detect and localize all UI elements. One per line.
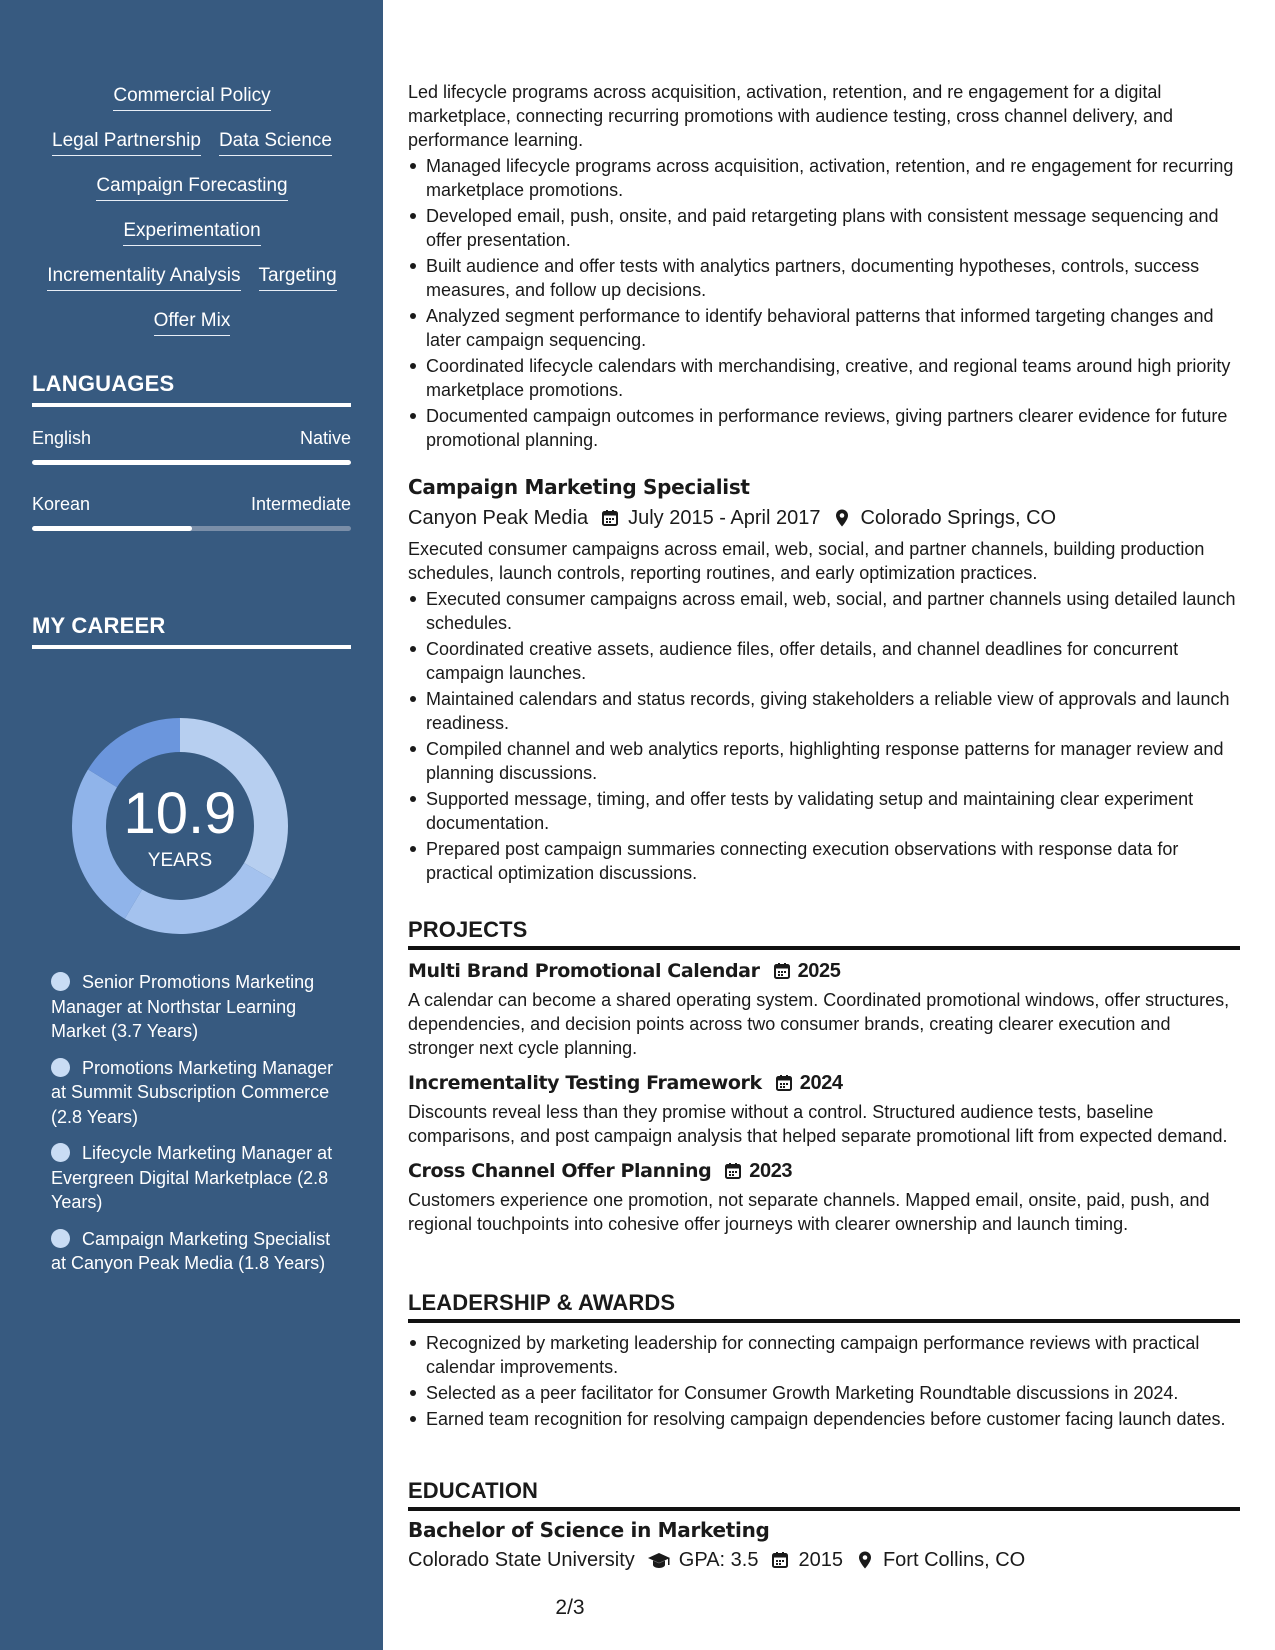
page-number: 2/3 bbox=[555, 1596, 585, 1619]
leadership-bullets bbox=[408, 1331, 1240, 1431]
job-bullets bbox=[408, 587, 1240, 885]
legend-dot-icon bbox=[51, 972, 70, 991]
bullet-item: Earned team recognition for resolving campaign dependencies before customer facing launch dates. bbox=[408, 1407, 1240, 1431]
career-heading: MY CAREER bbox=[32, 612, 351, 649]
bullet-item: Coordinated lifecycle calendars with merchandising, creative, and regional teams around high priority marketplace promotions. bbox=[408, 354, 1240, 402]
bullet-item: Executed consumer campaigns across email, web, social, and partner channels using detailed launch schedules. bbox=[408, 587, 1240, 635]
career-donut-label bbox=[60, 706, 300, 946]
job-dates: July 2015 - April 2017 bbox=[628, 507, 821, 529]
project-description: A calendar can become a shared operating system. Coordinated promotional windows, offer structures, dependencies, and decision points across two consumer brands, creating clearer execution and stronger next cycle planning. bbox=[408, 990, 1230, 1058]
project-name: Cross Channel Offer Planning bbox=[408, 1160, 712, 1182]
calendar-icon bbox=[723, 1161, 743, 1181]
project-year: 2023 bbox=[749, 1160, 793, 1182]
job-title: Campaign Marketing Specialist bbox=[408, 475, 750, 499]
gpa: GPA: 3.5 bbox=[678, 1549, 759, 1571]
career-item bbox=[51, 1227, 341, 1276]
degree-title: Bachelor of Science in Marketing bbox=[408, 1518, 770, 1542]
project-title bbox=[408, 1158, 1240, 1184]
job-location: Colorado Springs, CO bbox=[860, 507, 1057, 529]
career-total-unit: YEARS bbox=[147, 850, 213, 871]
sidebar bbox=[0, 0, 383, 1650]
career-item bbox=[51, 970, 341, 1044]
bullet-item: Built audience and offer tests with analytics partners, documenting hypotheses, controls, success measures, and follow up decisions. bbox=[408, 254, 1240, 302]
location-pin-icon bbox=[832, 508, 852, 528]
career-list bbox=[51, 970, 341, 1288]
job-summary: Led lifecycle programs across acquisition, activation, retention, and re engagement for a digital marketplace, connecting recurring promotions with audience testing, cross channel delivery, and performance learning. bbox=[408, 82, 1174, 150]
bullet-item: Coordinated creative assets, audience files, offer details, and channel deadlines for concurrent campaign launches. bbox=[408, 637, 1240, 685]
projects-heading: PROJECTS bbox=[408, 916, 1240, 950]
skill-row bbox=[30, 129, 354, 174]
project-name: Incrementality Testing Framework bbox=[408, 1072, 762, 1094]
calendar-icon bbox=[774, 1073, 794, 1093]
leadership-heading: LEADERSHIP & AWARDS bbox=[408, 1289, 1240, 1323]
career-item bbox=[51, 1056, 341, 1130]
career-item-text: Promotions Marketing Manager at Summit Subscription Commerce (2.8 Years) bbox=[51, 1057, 334, 1127]
skill-tag: Offer Mix bbox=[154, 309, 231, 336]
calendar-icon bbox=[772, 961, 792, 981]
language-name: Korean bbox=[32, 494, 91, 514]
project-year: 2025 bbox=[797, 960, 841, 982]
project-description: Discounts reveal less than they promise without a control. Structured audience tests, baseline comparisons, and post campaign analysis that helped separate promotional lift from expected demand. bbox=[408, 1102, 1228, 1146]
language-bar-fill bbox=[32, 460, 351, 465]
school-location: Fort Collins, CO bbox=[882, 1549, 1026, 1571]
location-pin-icon bbox=[855, 1550, 875, 1570]
skill-row bbox=[30, 84, 354, 129]
job-meta bbox=[408, 505, 1240, 531]
languages-heading: LANGUAGES bbox=[32, 370, 351, 407]
main-content bbox=[408, 0, 1240, 1650]
skill-tag: Legal Partnership bbox=[52, 129, 201, 156]
graduation-year: 2015 bbox=[798, 1549, 843, 1571]
graduation-cap-icon bbox=[647, 1550, 671, 1570]
education-section bbox=[408, 1477, 1240, 1573]
project-name: Multi Brand Promotional Calendar bbox=[408, 960, 760, 982]
company-name: Canyon Peak Media bbox=[408, 507, 589, 529]
bullet-item: Developed email, push, onsite, and paid retargeting plans with consistent message sequencing and offer presentation. bbox=[408, 204, 1240, 252]
language-bar bbox=[32, 526, 351, 531]
skill-row bbox=[30, 219, 354, 264]
bullet-item: Analyzed segment performance to identify behavioral patterns that informed targeting changes and later campaign sequencing. bbox=[408, 304, 1240, 352]
projects-section bbox=[408, 916, 1240, 1236]
language-bar bbox=[32, 460, 351, 465]
language-bar-fill bbox=[32, 526, 192, 531]
skill-tag: Campaign Forecasting bbox=[96, 174, 287, 201]
job-entry bbox=[408, 474, 1240, 887]
skill-tag: Commercial Policy bbox=[113, 84, 270, 111]
education-meta bbox=[408, 1547, 1240, 1573]
legend-dot-icon bbox=[51, 1229, 70, 1248]
skill-tag: Experimentation bbox=[123, 219, 260, 246]
language-item bbox=[32, 427, 351, 449]
job-summary: Executed consumer campaigns across email, web, social, and partner channels, building production schedules, launch controls, reporting routines, and early optimization practices. bbox=[408, 539, 1205, 583]
career-item-text: Lifecycle Marketing Manager at Evergreen Digital Marketplace (2.8 Years) bbox=[51, 1143, 333, 1212]
calendar-icon bbox=[770, 1550, 790, 1570]
bullet-item: Supported message, timing, and offer tests by validating setup and maintaining clear experiment documentation. bbox=[408, 787, 1240, 835]
career-item bbox=[51, 1141, 341, 1215]
skill-row bbox=[30, 264, 354, 309]
bullet-item: Prepared post campaign summaries connecting execution observations with response data for practical optimization discussions. bbox=[408, 837, 1240, 885]
skill-tag: Targeting bbox=[259, 264, 337, 291]
school-name: Colorado State University bbox=[408, 1549, 635, 1571]
skill-row bbox=[30, 174, 354, 219]
language-item bbox=[32, 493, 351, 515]
project-title bbox=[408, 958, 1240, 984]
leadership-section bbox=[408, 1289, 1240, 1433]
language-name: English bbox=[32, 428, 92, 448]
project-description: Customers experience one promotion, not separate channels. Mapped email, onsite, paid, push, and regional touchpoints into cohesive offer journeys with clearer ownership and launch timing. bbox=[408, 1190, 1210, 1234]
bullet-item: Maintained calendars and status records, giving stakeholders a reliable view of approvals and launch readiness. bbox=[408, 687, 1240, 735]
legend-dot-icon bbox=[51, 1058, 70, 1077]
career-total-years: 10.9 bbox=[123, 781, 237, 846]
calendar-icon bbox=[600, 508, 620, 528]
bullet-item: Managed lifecycle programs across acquisition, activation, retention, and re engagement for recurring marketplace promotions. bbox=[408, 154, 1240, 202]
skills-list bbox=[30, 84, 354, 354]
career-item-text: Campaign Marketing Specialist at Canyon Peak Media (1.8 Years) bbox=[51, 1228, 331, 1273]
bullet-item: Recognized by marketing leadership for connecting campaign performance reviews with practical calendar improvements. bbox=[408, 1331, 1240, 1379]
language-level: Intermediate bbox=[250, 494, 351, 514]
skill-tag: Incrementality Analysis bbox=[47, 264, 240, 291]
project-title bbox=[408, 1070, 1240, 1096]
bullet-item: Documented campaign outcomes in performance reviews, giving partners clearer evidence for future promotional planning. bbox=[408, 404, 1240, 452]
education-heading: EDUCATION bbox=[408, 1477, 1240, 1511]
bullet-item: Compiled channel and web analytics reports, highlighting response patterns for manager review and planning discussions. bbox=[408, 737, 1240, 785]
skill-tag: Data Science bbox=[219, 129, 332, 156]
language-level: Native bbox=[299, 428, 351, 448]
job-bullets bbox=[408, 154, 1240, 452]
bullet-item: Selected as a peer facilitator for Consumer Growth Marketing Roundtable discussions in 2024. bbox=[408, 1381, 1240, 1405]
experience-top bbox=[408, 80, 1240, 454]
project-year: 2024 bbox=[799, 1072, 843, 1094]
legend-dot-icon bbox=[51, 1143, 70, 1162]
career-item-text: Senior Promotions Marketing Manager at Northstar Learning Market (3.7 Years) bbox=[51, 972, 315, 1041]
skill-row bbox=[30, 309, 354, 354]
